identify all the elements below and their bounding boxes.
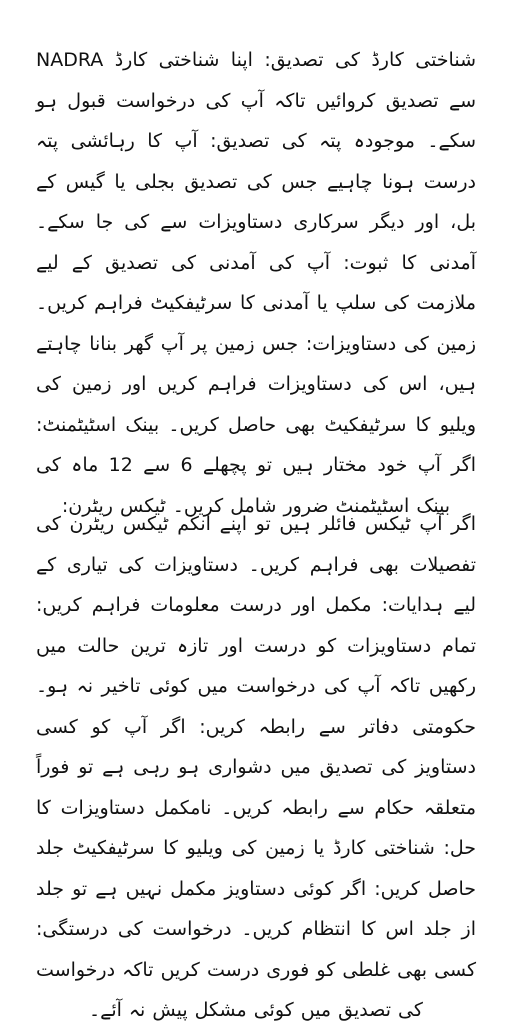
- paragraph-preparation-instructions: اگر آپ ٹیکس فائلر ہیں تو اپنے انکم ٹیکس ریٹرن کی تفصیلات بھی فراہم کریں۔ دستاویزات کی تیاری کے لیے ہدایات: مکمل اور درست معلومات فراہم کریں: تمام دستاویزات کو درست اور تازہ ترین حالت میں رکھیں تاکہ آپ کی درخواست میں کوئی تاخیر نہ ہو۔ حکومتی دفاتر سے رابطہ کریں: اگر آپ کو کسی دستاویز کی تصدیق میں دشواری ہو رہی ہے تو فوراً متعلقہ حکام سے رابطہ کریں۔ نامکمل دستاویزات کا حل: شناختی کارڈ یا زمین کی ویلیو کا سرٹیفکیٹ جلد حاصل کریں: اگر کوئی دستاویز مکمل نہیں ہے تو جلد از جلد اس کا انتظام کریں۔ درخواست کی درستگی: کسی بھی غلطی کو فوری درست کریں تاکہ درخواست کی تصدیق میں کوئی مشکل پیش نہ آئے۔: [36, 513, 476, 1021]
- paragraph-required-documents: شناختی کارڈ کی تصدیق: اپنا شناختی کارڈ NADRA سے تصدیق کروائیں تاکہ آپ کی درخواست قبول ہو سکے۔ موجودہ پتہ کی تصدیق: آپ کا رہائشی پتہ درست ہونا چاہیے جس کی تصدیق بجلی یا گیس کے بل، اور دیگر سرکاری دستاویزات سے کی جا سکے۔ آمدنی کا ثبوت: آپ کی آمدنی کی تصدیق کے لیے ملازمت کی سلپ یا آمدنی کا سرٹیفکیٹ فراہم کریں۔ زمین کی دستاویزات: جس زمین پر آپ گھر بنانا چاہتے ہیں، اس کی دستاویزات فراہم کریں اور زمین کی ویلیو کا سرٹیفکیٹ بھی حاصل کریں۔ بینک اسٹیٹمنٹ: اگر آپ خود مختار ہیں تو پچھلے 6 سے 12 ماہ کی بینک اسٹیٹمنٹ ضرور شامل کریں۔ ٹیکس ریٹرن:: [36, 49, 477, 517]
